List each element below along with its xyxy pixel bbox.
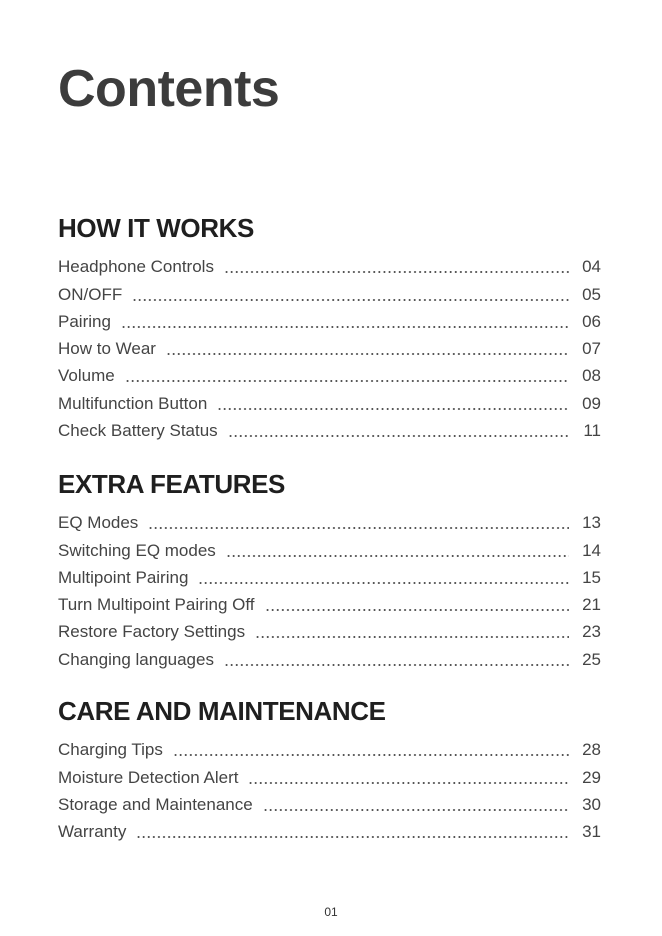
toc-entry-title: Volume	[58, 366, 115, 386]
dot-leader	[121, 326, 569, 328]
toc-entry-title: How to Wear	[58, 339, 156, 359]
page-number: 01	[324, 905, 338, 919]
toc-entry[interactable]	[58, 534, 601, 561]
toc-entry[interactable]	[58, 360, 601, 387]
toc-entry-title: Multifunction Button	[58, 393, 208, 413]
dot-leader	[263, 809, 569, 811]
toc-entry-page: 31	[582, 822, 601, 842]
toc-entry[interactable]	[58, 507, 601, 534]
toc-entry[interactable]	[58, 761, 601, 788]
dot-leader	[173, 754, 569, 756]
toc-entry[interactable]	[58, 333, 601, 360]
dot-leader	[132, 299, 569, 301]
toc-list	[58, 507, 601, 671]
toc-entry-page: 07	[582, 339, 601, 359]
dot-leader	[255, 636, 569, 638]
section-heading: CARE AND MAINTENANCE	[58, 696, 386, 726]
dot-leader	[224, 271, 569, 273]
toc-entry-page: 14	[582, 540, 601, 560]
toc-entry-title: Turn Multipoint Pairing Off	[58, 595, 255, 615]
toc-entry-title: Restore Factory Settings	[58, 622, 246, 642]
toc-entry-title: Multipoint Pairing	[58, 567, 189, 587]
dot-leader	[265, 609, 569, 611]
toc-entry-title: Storage and Maintenance	[58, 794, 253, 814]
section-heading: HOW IT WORKS	[58, 213, 254, 243]
section-how-it-works	[58, 211, 601, 442]
page-title: Contents	[58, 60, 280, 118]
toc-entry-page: 30	[582, 794, 601, 814]
dot-leader	[226, 555, 569, 557]
toc-entry-title: ON/OFF	[58, 284, 123, 304]
toc-entry-page: 08	[582, 366, 601, 386]
toc-entry-title: Moisture Detection Alert	[58, 767, 239, 787]
toc-entry-page: 13	[582, 513, 601, 533]
toc-entry-title: Headphone Controls	[58, 257, 214, 277]
toc-entry-page: 29	[582, 767, 601, 787]
toc-entry-title: Pairing	[58, 311, 111, 331]
toc-entry[interactable]	[58, 278, 601, 305]
toc-entry-title: Charging Tips	[58, 740, 163, 760]
section-extra-features	[58, 467, 601, 671]
toc-entry[interactable]	[58, 589, 601, 616]
dot-leader	[224, 664, 569, 666]
toc-entry[interactable]	[58, 562, 601, 589]
toc-entry[interactable]	[58, 616, 601, 643]
toc-entry[interactable]	[58, 789, 601, 816]
section-heading: EXTRA FEATURES	[58, 469, 285, 499]
dot-leader	[217, 408, 569, 410]
toc-entry-page: 04	[582, 257, 601, 277]
dot-leader	[136, 836, 569, 838]
toc-entry-title: Warranty	[58, 822, 127, 842]
dot-leader	[166, 353, 569, 355]
toc-entry[interactable]	[58, 387, 601, 414]
toc-entry-page: 28	[582, 740, 601, 760]
toc-entry[interactable]	[58, 415, 601, 442]
toc-entry[interactable]	[58, 643, 601, 670]
toc-entry-title: EQ Modes	[58, 513, 139, 533]
toc-entry[interactable]	[58, 816, 601, 843]
toc-entry-page: 09	[582, 393, 601, 413]
toc-entry[interactable]	[58, 306, 601, 333]
dot-leader	[228, 435, 569, 437]
dot-leader	[125, 380, 569, 382]
toc-entry-page: 15	[582, 567, 601, 587]
toc-entry-page: 05	[582, 284, 601, 304]
toc-entry[interactable]	[58, 734, 601, 761]
toc-entry-page: 11	[583, 421, 601, 441]
toc-entry-page: 21	[582, 595, 601, 615]
dot-leader	[248, 782, 569, 784]
toc-entry[interactable]	[58, 251, 601, 278]
toc-entry-title: Check Battery Status	[58, 421, 218, 441]
section-care-and-maintenance	[58, 694, 601, 843]
dot-leader	[148, 527, 569, 529]
toc-entry-page: 23	[582, 622, 601, 642]
toc-list	[58, 251, 601, 442]
toc-entry-title: Switching EQ modes	[58, 540, 216, 560]
toc-entry-page: 06	[582, 311, 601, 331]
dot-leader	[198, 582, 569, 584]
toc-entry-page: 25	[582, 649, 601, 669]
toc-list	[58, 734, 601, 843]
toc-entry-title: Changing languages	[58, 649, 214, 669]
